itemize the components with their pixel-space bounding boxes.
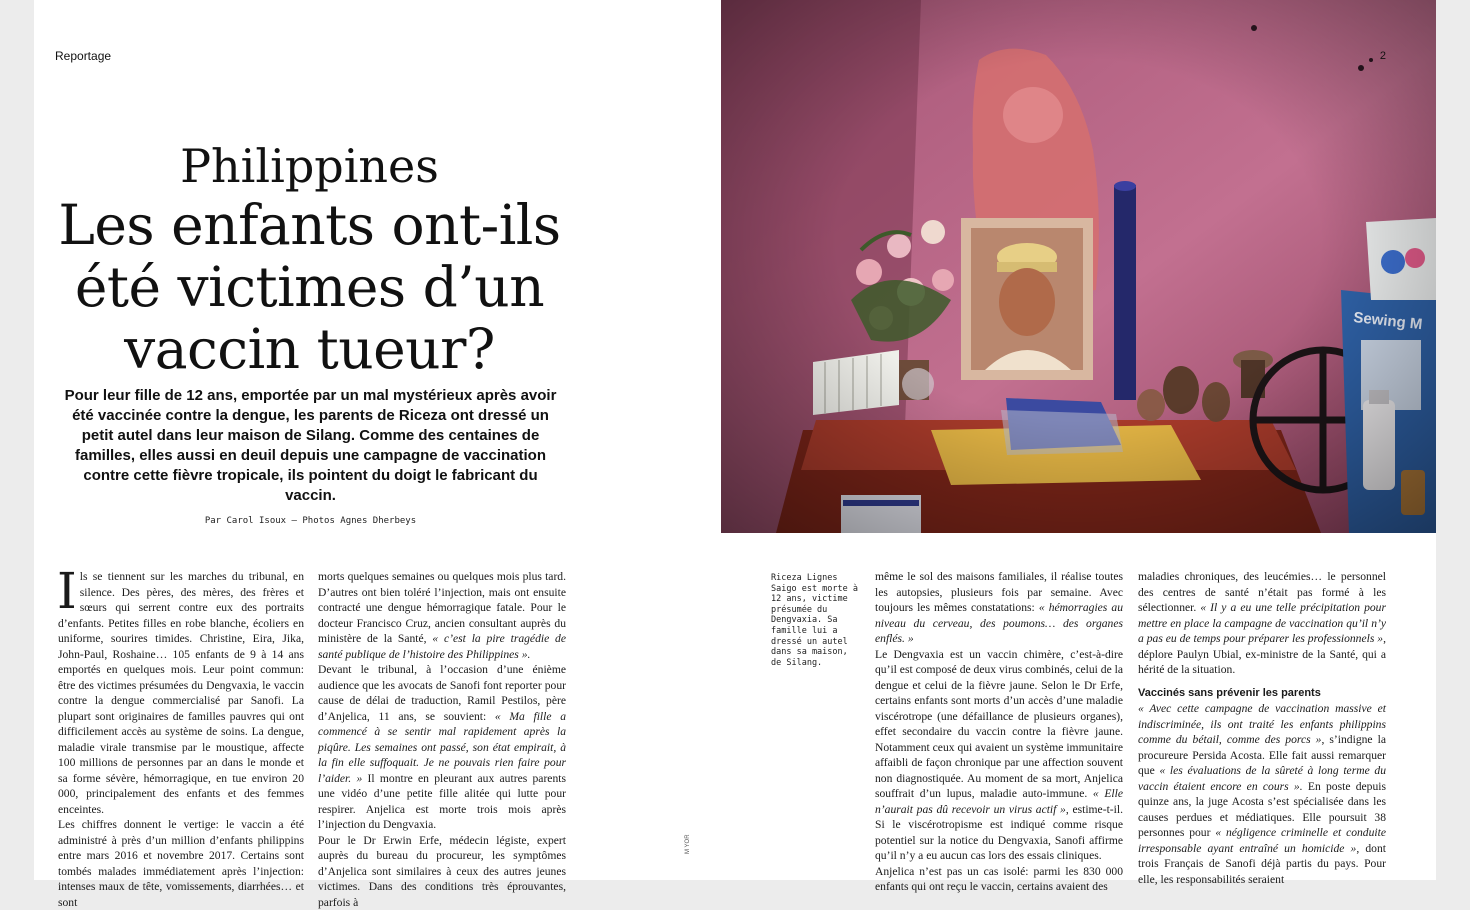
article-text: Devant le tribunal, à l’occasion d’une énième audience que les avocats de Sanofi font reporter pour cause de délai de traduction, Ramil Pestilos, père d’Anjelica, 11 ans, se souvient: [318,663,566,723]
quote: « c’est la pire tragédie de santé publique de l’histoire des Philippines ». [318,632,566,661]
article-paragraph [318,569,566,662]
byline: Par Carol Isoux — Photos Agnes Dherbeys [58,516,563,526]
quote: « Avec cette campagne de vaccination massive et indiscriminée, ils ont traité les enfants philippins comme du bétail, comme des porcs » [1138,702,1386,746]
article-column-2 [318,569,566,910]
article-paragraph [1138,569,1386,678]
article-paragraph: Les chiffres donnent le vertige: le vaccin a été administré à près d’un million d’enfants philippins entre mars 2016 et novembre 2017. Certains sont tombés malades immédiatement après l’injection: intenses maux de tête, vomissements, diarrhées… et sont [58,817,304,910]
quote: « négligence criminelle et conduite irresponsable ayant entraîné un homicide » [1138,826,1386,855]
headline [52,138,567,380]
page-number: 2 [1380,50,1386,62]
article-text: Le Dengvaxia est un vaccin chimère, c’est-à-dire qu’il est composé de deux virus combinés, celui de la dengue et celui de la fièvre jaune. Selon le Dr Erfe, certains enfants sont morts d’un accès d’une maladie viscérotrope (une défaillance de plusieurs organes), effet secondaire du vaccin contre la fièvre jaune. Notamment ceux qui avaient un système immunitaire affaibli de façon chronique par une affection souvent non diagnostiquée. Au moment de sa mort, Anjelica souffrait d’un lupus, maladie auto-immune. [875,648,1123,801]
article-paragraph: Pour le Dr Erwin Erfe, médecin légiste, expert auprès du bureau du procureur, les symptômes d’Anjelica sont similaires à ceux des autres jeunes victimes. Dans des conditions très éprouvantes, parfois à [318,833,566,910]
photo-caption: Riceza Lignes Saigo est morte à 12 ans, victime présumée du Dengvaxia. Sa famille lui a dressé un autel dans sa maison, de Silang. [771,573,863,668]
standfirst: Pour leur fille de 12 ans, emportée par un mal mystérieux après avoir été vaccinée contre la dengue, les parents de Riceza ont dressé un petit autel dans leur maison de Silang. Comme des centaines de familles, elles aussi en deuil depuis une campagne de vaccination contre cette fièvre tropicale, ils pointent du doigt le fabricant du vaccin. [58,386,563,506]
article-text: , estime-t-il. Si le viscérotropisme est indiqué comme risque potentiel sur la notice du Dengvaxia, Sanofi affirme qu’il n’y a eu aucun cas lors des essais cliniques. [875,803,1123,863]
article-paragraph [875,569,1123,647]
gutter-mark: M YOR [685,834,691,854]
article-text: , dont trois Français de Sanofi déjà partis du pays. Pour elle, les responsabilités seraient [1138,842,1386,886]
section-label: Reportage [55,49,111,63]
left-page [34,0,724,880]
article-text: , déplore Paulyn Ubial, ex-ministre de la Santé, qui a hérité de la situation. [1138,632,1386,676]
article-text: maladies chroniques, des leucémies… le personnel des centres de santé n’était pas formé à les sélectionner. [1138,570,1386,614]
quote: « les évaluations de la sûreté à long terme du vaccin étaient encore en cours ». [1138,764,1386,793]
article-paragraph: Anjelica n’est pas un cas isolé: parmi les 830 000 enfants qui ont reçu le vaccin, certains avaient des [875,864,1123,895]
quote: « Ma fille a commencé à se sentir mal rapidement après la piqûre. Les semaines ont passé, son état empirait, à la fin elle suffoquait. Je ne pouvais rien faire pour l’aider. » [318,710,566,785]
article-paragraph [1138,701,1386,887]
headline-kicker: Philippines [52,138,567,194]
article-paragraph [318,662,566,833]
article-column-3 [875,569,1123,895]
article-text: En poste depuis quinze ans, la juge Acosta s’est spécialisée dans les causes perdues et médiatiques. Elle poursuit 38 personnes pour [1138,780,1386,840]
headline-title: Les enfants ont-ils été victimes d’un vaccin tueur? [52,194,567,380]
right-page [721,0,1436,880]
section-subhead: Vaccinés sans prévenir les parents [1138,686,1386,702]
drop-cap: I [57,571,77,611]
article-paragraph [875,647,1123,864]
quote: « Elle n’aurait pas dû recevoir un virus actif » [875,787,1123,816]
article-text: ls se tiennent sur les marches du tribunal, en silence. Des pères, des mères, des frères et sœurs qui serrent contre eux des portraits d’enfants. Petites filles en robe blanche, écoliers en uniforme, sourires timides. Christine, Eira, Jika, John-Paul, Roshaine… 105 enfants de 9 à 14 ans emportés en quelques mois. Leur point commun: être des victimes présumées du Dengvaxia, le vaccin contre la dengue commercialisé par Sanofi. La plupart sont originaires de familles pauvres qui ont difficilement accès au système de soins. La dengue, maladie virale transmise par le moustique, affecte 100 millions de personnes par an dans le monde et sa forme sévère, hémorragique, en tue environ 20 000, principalement des enfants et des femmes enceintes. [58,570,304,816]
altar-photo [721,0,1436,533]
photo-vignette [721,0,1436,533]
article-column-1 [58,569,304,910]
article-column-4 [1138,569,1386,887]
article-text: , s’indigne la procureure Persida Acosta. Elle fait aussi remarquer que [1138,733,1386,777]
article-text: morts quelques semaines ou quelques mois plus tard. D’autres ont bien toléré l’injection, mais ont ensuite contracté une dengue hémorragique fatale. Pour le docteur Francisco Cruz, ancien consultant auprès du ministère de la Santé, [318,570,566,645]
article-paragraph [58,569,304,817]
article-text: Il montre en pleurant aux autres parents une vidéo d’une petite fille alitée qui lutte pour respirer. Anjelica est morte trois mois après l’injection du Dengvaxia. [318,772,566,832]
article-text: même le sol des maisons familiales, il réalise toutes les autopsies, plusieurs fois par semaine. Avec toujours les mêmes constatations: [875,570,1123,614]
quote: « hémorragies au niveau du cerveau, des poumons… des organes enflés. » [875,601,1123,645]
quote: « Il y a eu une telle précipitation pour mettre en place la campagne de vaccination qu’il n’y a pas eu de temps pour préparer les professionnels » [1138,601,1386,645]
